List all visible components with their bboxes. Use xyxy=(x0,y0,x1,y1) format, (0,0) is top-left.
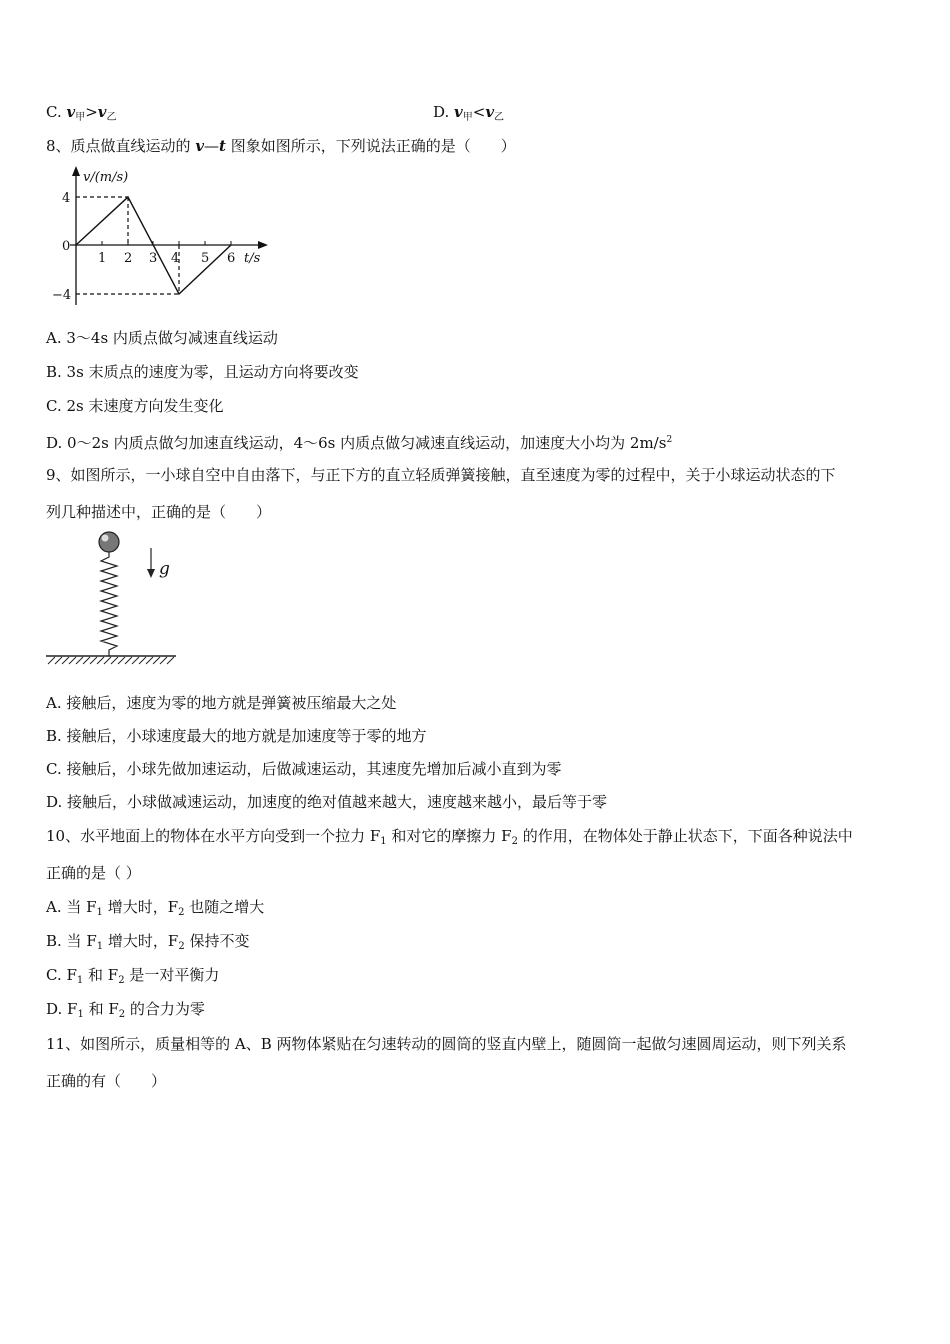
spring xyxy=(101,552,117,656)
q10-option-c: C. $F_1$ 和 $F_2$ 是一对平衡力 xyxy=(46,966,220,986)
q9-option-a: A. 接触后，速度为零的地方就是弹簧被压缩最大之处 xyxy=(46,694,397,712)
q7-option-c: C. $v_甲>v_乙$ xyxy=(46,103,117,123)
ball xyxy=(99,532,119,552)
q11-stem-line2: 正确的有（ ） xyxy=(46,1072,167,1090)
q9-option-d: D. 接触后，小球做减速运动，加速度的绝对值越来越大，速度越来越小，最后等于零 xyxy=(46,793,608,811)
gravity-label: g xyxy=(159,559,170,579)
q8-option-d: D. 0～2s 内质点做匀加速直线运动，4～6s 内质点做匀减速直线运动，加速度大小均为 $2m/s^2$ xyxy=(46,434,673,452)
vt-y-arrow xyxy=(72,166,80,176)
q8-option-a: A. 3～4s 内质点做匀减速直线运动 xyxy=(46,329,278,347)
gravity-arrow-head xyxy=(147,569,155,578)
q7-option-d: D. $v_甲<v_乙$ xyxy=(433,103,505,123)
vt-xtick-5: 5 xyxy=(201,251,210,266)
q8-option-b: B. 3s 末质点的速度为零，且运动方向将要改变 xyxy=(46,363,359,381)
q9-option-c: C. 接触后，小球先做加速运动，后做减速运动，其速度先增加后减小直到为零 xyxy=(46,760,562,778)
q9-stem-line1: 9、如图所示，一小球自空中自由落下，与正下方的直立轻质弹簧接触，直至速度为零的过程中，关于小球运动状态的下 xyxy=(46,466,836,484)
vt-xtick-6: 6 xyxy=(227,251,236,266)
vt-ytick-4: 4 xyxy=(62,191,71,206)
q9-stem-line2: 列几种描述中，正确的是（ ） xyxy=(46,503,272,521)
vt-xtick-2: 2 xyxy=(124,251,133,266)
vt-ytick-neg4: −4 xyxy=(52,288,72,303)
q8-option-c: C. 2s 末速度方向发生变化 xyxy=(46,397,224,415)
q10-stem-line1: 10、水平地面上的物体在水平方向受到一个拉力 $F_1$ 和对它的摩擦力 $F_2$ 的作用，在物体处于静止状态下，下面各种说法中 xyxy=(46,827,853,847)
vt-xtick-3: 3 xyxy=(149,251,158,266)
q11-stem-line1: 11、如图所示，质量相等的 A、B 两物体紧贴在匀速转动的圆筒的竖直内壁上，随圆筒一起做匀速圆周运动，则下列关系 xyxy=(46,1035,847,1053)
q10-stem-line2: 正确的是（ ） xyxy=(46,864,141,882)
spring-figure xyxy=(46,532,176,664)
vt-origin: 0 xyxy=(62,239,71,254)
q10-option-d: D. $F_1$ 和 $F_2$ 的合力为零 xyxy=(46,1000,205,1020)
q10-option-a: A. 当 $F_1$ 增大时，$F_2$ 也随之增大 xyxy=(46,898,265,918)
vt-xtick-4: 4 xyxy=(171,251,180,266)
vt-x-arrow xyxy=(258,241,268,249)
q9-option-b: B. 接触后，小球速度最大的地方就是加速度等于零的地方 xyxy=(46,727,427,745)
q10-option-b: B. 当 $F_1$ 增大时，$F_2$ 保持不变 xyxy=(46,932,250,952)
q8-stem: 8、质点做直线运动的 v—t 图象如图所示，下列说法正确的是（ ） xyxy=(46,137,516,155)
vt-xlabel: t/s xyxy=(244,251,261,266)
vt-xtick-1: 1 xyxy=(98,251,107,266)
vt-ylabel: v/(m/s) xyxy=(83,170,129,185)
